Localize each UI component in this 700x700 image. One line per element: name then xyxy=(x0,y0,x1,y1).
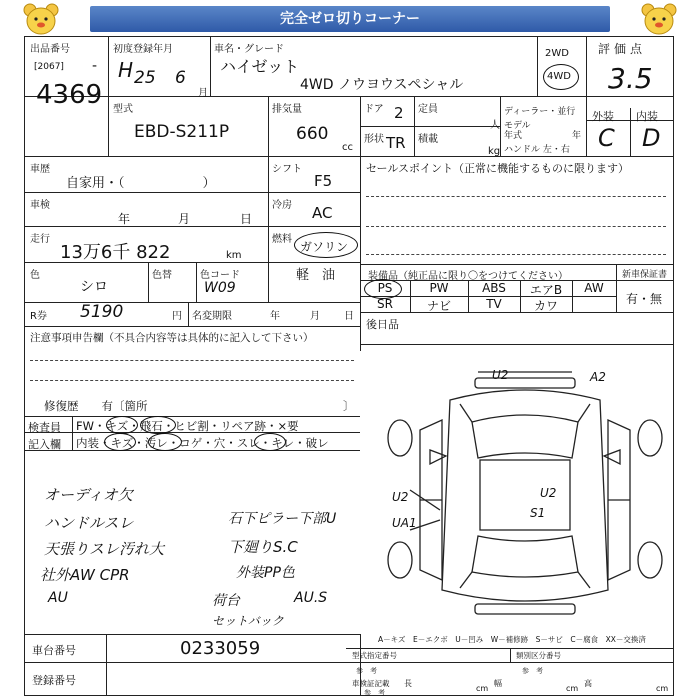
fuel-label: 燃料 xyxy=(272,234,292,245)
inspection-label: 車検 xyxy=(30,200,50,211)
handwritten-note: 荷台 xyxy=(212,593,240,609)
bear-mascot-left-icon xyxy=(22,2,60,36)
mark-circle-icon xyxy=(254,433,286,451)
type-cert-ref: 参 考 xyxy=(356,667,377,675)
handwritten-note: 下廻りS.C xyxy=(228,538,298,556)
dims-unit-3: cm xyxy=(656,684,669,693)
equipment-ps-circle-icon xyxy=(364,279,402,299)
dealer-label: ディーラー・並行 xyxy=(504,107,576,117)
doors-value: 2 xyxy=(394,104,404,122)
handwritten-note: AU xyxy=(48,590,68,606)
inspector-row-2: 内装・キズ・汚レ・コゲ・穴・スレ・キレ・破レ xyxy=(76,436,329,450)
handwritten-note: セットバック xyxy=(212,614,284,628)
lot-sub: [2067] xyxy=(34,62,64,72)
mileage-unit: km xyxy=(226,250,242,261)
page-banner: 完全ゼロ切りコーナー xyxy=(90,6,610,32)
capacity-unit: 人 xyxy=(490,120,500,131)
repair-history: 修復歴 有〔箇所 〕 xyxy=(44,399,355,413)
fuel-gasoline-circle-icon xyxy=(294,232,358,258)
model-label: 車名・グレード xyxy=(214,44,284,55)
score-label: 評価点 xyxy=(598,42,647,56)
displacement-value: 660 xyxy=(296,124,329,144)
mileage-label: 走行 xyxy=(30,234,50,245)
dealer-year-label: 年式 xyxy=(504,131,523,141)
chassis-value: 0233059 xyxy=(180,638,261,659)
equipment-item: TV xyxy=(486,297,502,311)
diagram-mark: A2 xyxy=(590,370,606,384)
equipment-item: カワ xyxy=(533,299,558,313)
inspector-row-1: FW・キズ・飛石・ヒビ割・リペア跡・×要 xyxy=(76,419,299,433)
recycle-unit: 円 xyxy=(172,311,182,322)
after-install-label: 後日品 xyxy=(366,318,399,331)
registration-month-unit: 月 xyxy=(198,88,208,99)
dealer-model-label: モデル xyxy=(504,121,531,131)
handwritten-note: AU.S xyxy=(294,590,328,606)
doors-label: ドア xyxy=(364,104,384,115)
handwritten-note: オーディオ欠 xyxy=(44,486,133,504)
lot-number: 4369 xyxy=(36,80,103,110)
displacement-unit: cc xyxy=(342,142,353,153)
score-value: 3.5 xyxy=(608,62,653,95)
category-label: 類別区分番号 xyxy=(516,651,561,660)
inspection-month: 月 xyxy=(178,212,191,226)
load-unit: kg xyxy=(488,146,501,157)
fuel-gasoline: ガソリン xyxy=(300,240,349,254)
model-grade: 4WD ノウヨウスペシャル xyxy=(300,77,464,93)
name-change-label: 名変期限 xyxy=(192,311,232,322)
mark-circle-icon xyxy=(148,433,182,451)
drive-2wd: 2WD xyxy=(545,48,569,59)
diagram-mark: S1 xyxy=(530,506,546,520)
doors-shape: TR xyxy=(386,134,406,152)
color-code-label: 色コード xyxy=(200,270,240,281)
mark-circle-icon xyxy=(106,416,138,434)
type-label: 型式 xyxy=(113,104,133,115)
sales-point-label: セールスポイント（正常に機能するものに限ります） xyxy=(366,162,630,175)
new-warranty-label: 新車保証書 xyxy=(622,270,668,280)
dims-unit-1: cm xyxy=(476,684,489,693)
equipment-item: PS xyxy=(377,281,393,295)
handwritten-note: 社外AW CPR xyxy=(40,566,130,584)
chassis-label: 車台番号 xyxy=(32,644,76,657)
inspector-label: 検査員 xyxy=(28,421,61,434)
fuel-diesel: 軽 油 xyxy=(296,268,336,283)
handwritten-note: 外装PP色 xyxy=(236,565,295,581)
equipment-item: ナビ xyxy=(426,299,451,313)
handwritten-note: ハンドルスレ xyxy=(44,514,134,532)
color-change-label: 色替 xyxy=(152,270,172,281)
dims-width: 幅 xyxy=(494,679,502,688)
mark-circle-icon xyxy=(140,416,176,434)
category-ref: 参 考 xyxy=(522,667,543,675)
new-warranty-value: 有・無 xyxy=(626,292,663,306)
registration-label: 初度登録年月 xyxy=(113,44,173,55)
color-label: 色 xyxy=(30,270,40,281)
legend: A－キズ E－エクボ U－凹み W－補修跡 S－サビ C－腐食 XX－交換済 xyxy=(378,635,646,644)
displacement-label: 排気量 xyxy=(272,104,302,115)
dims-note: 参 考 xyxy=(364,689,385,697)
handwritten-note: 天張りスレ汚れ大 xyxy=(44,540,165,558)
color-code: W09 xyxy=(204,280,236,296)
lot-label: 出品番号 xyxy=(30,44,70,55)
dims-label: 車検証記載 xyxy=(352,679,390,688)
equipment-item: AW xyxy=(584,281,604,295)
equipment-item: SR xyxy=(377,297,393,311)
type-value: EBD-S211P xyxy=(134,122,230,142)
name-change-day: 日 xyxy=(344,311,354,322)
history-value: 自家用・（ ） xyxy=(66,176,216,191)
capacity-label: 定員 xyxy=(418,104,438,115)
mileage-value: 13万6千 822 xyxy=(60,242,171,263)
dims-height: 高 xyxy=(584,679,592,688)
name-change-month: 月 xyxy=(310,311,320,322)
inspection-day: 日 xyxy=(240,212,253,226)
doors-shape-label: 形状 xyxy=(364,134,384,145)
recycle-value: 5190 xyxy=(80,302,124,322)
dealer-year-unit: 年 xyxy=(572,131,582,141)
reg-number-label: 登録番号 xyxy=(32,674,76,687)
bear-mascot-right-icon xyxy=(640,2,678,36)
equipment-item: エアB xyxy=(529,283,563,297)
dealer-handle-label: ハンドル 左・右 xyxy=(504,145,570,155)
mark-circle-icon xyxy=(104,433,136,451)
drive-4wd: 4WD xyxy=(547,71,571,82)
diagram-mark: UA1 xyxy=(392,516,417,530)
recycle-label: R券 xyxy=(30,311,47,322)
ac-label: 冷房 xyxy=(272,200,292,211)
dims-length: 長 xyxy=(404,679,412,688)
equipment-item: PW xyxy=(429,281,449,295)
type-cert-label: 型式指定番号 xyxy=(352,651,397,660)
equipment-label: 装備品（純正品に限り〇をつけてください） xyxy=(368,271,568,282)
dims-unit-2: cm xyxy=(566,684,579,693)
equipment-item: ABS xyxy=(482,281,506,295)
exterior-label: 外装 xyxy=(592,110,614,123)
history-label: 車歴 xyxy=(30,164,50,175)
ac-value: AC xyxy=(312,204,333,222)
handwritten-note: 石下ピラー下部U xyxy=(228,511,337,527)
registration-month: 6 xyxy=(175,68,186,88)
color-value: シロ xyxy=(80,279,108,295)
shift-value: F5 xyxy=(314,172,333,190)
load-label: 積載 xyxy=(418,134,438,145)
diagram-mark: U2 xyxy=(540,486,557,500)
car-damage-diagram xyxy=(380,360,670,630)
shift-label: シフト xyxy=(272,164,302,175)
exterior-score: C xyxy=(598,124,615,152)
interior-label: 内装 xyxy=(636,110,658,123)
name-change-year: 年 xyxy=(270,311,280,322)
inspection-year: 年 xyxy=(118,212,131,226)
model-name: ハイゼット xyxy=(220,57,300,76)
diagram-mark: U2 xyxy=(392,490,409,504)
record-label: 記入欄 xyxy=(28,438,61,451)
registration-year: 25 xyxy=(134,68,156,88)
diagram-mark: U2 xyxy=(492,368,509,382)
interior-score: D xyxy=(642,124,661,152)
notes-label: 注意事項申告欄（不具合内容等は具体的に記入して下さい） xyxy=(30,332,314,344)
lot-dash: - xyxy=(92,58,98,74)
registration-era: H xyxy=(118,58,134,82)
